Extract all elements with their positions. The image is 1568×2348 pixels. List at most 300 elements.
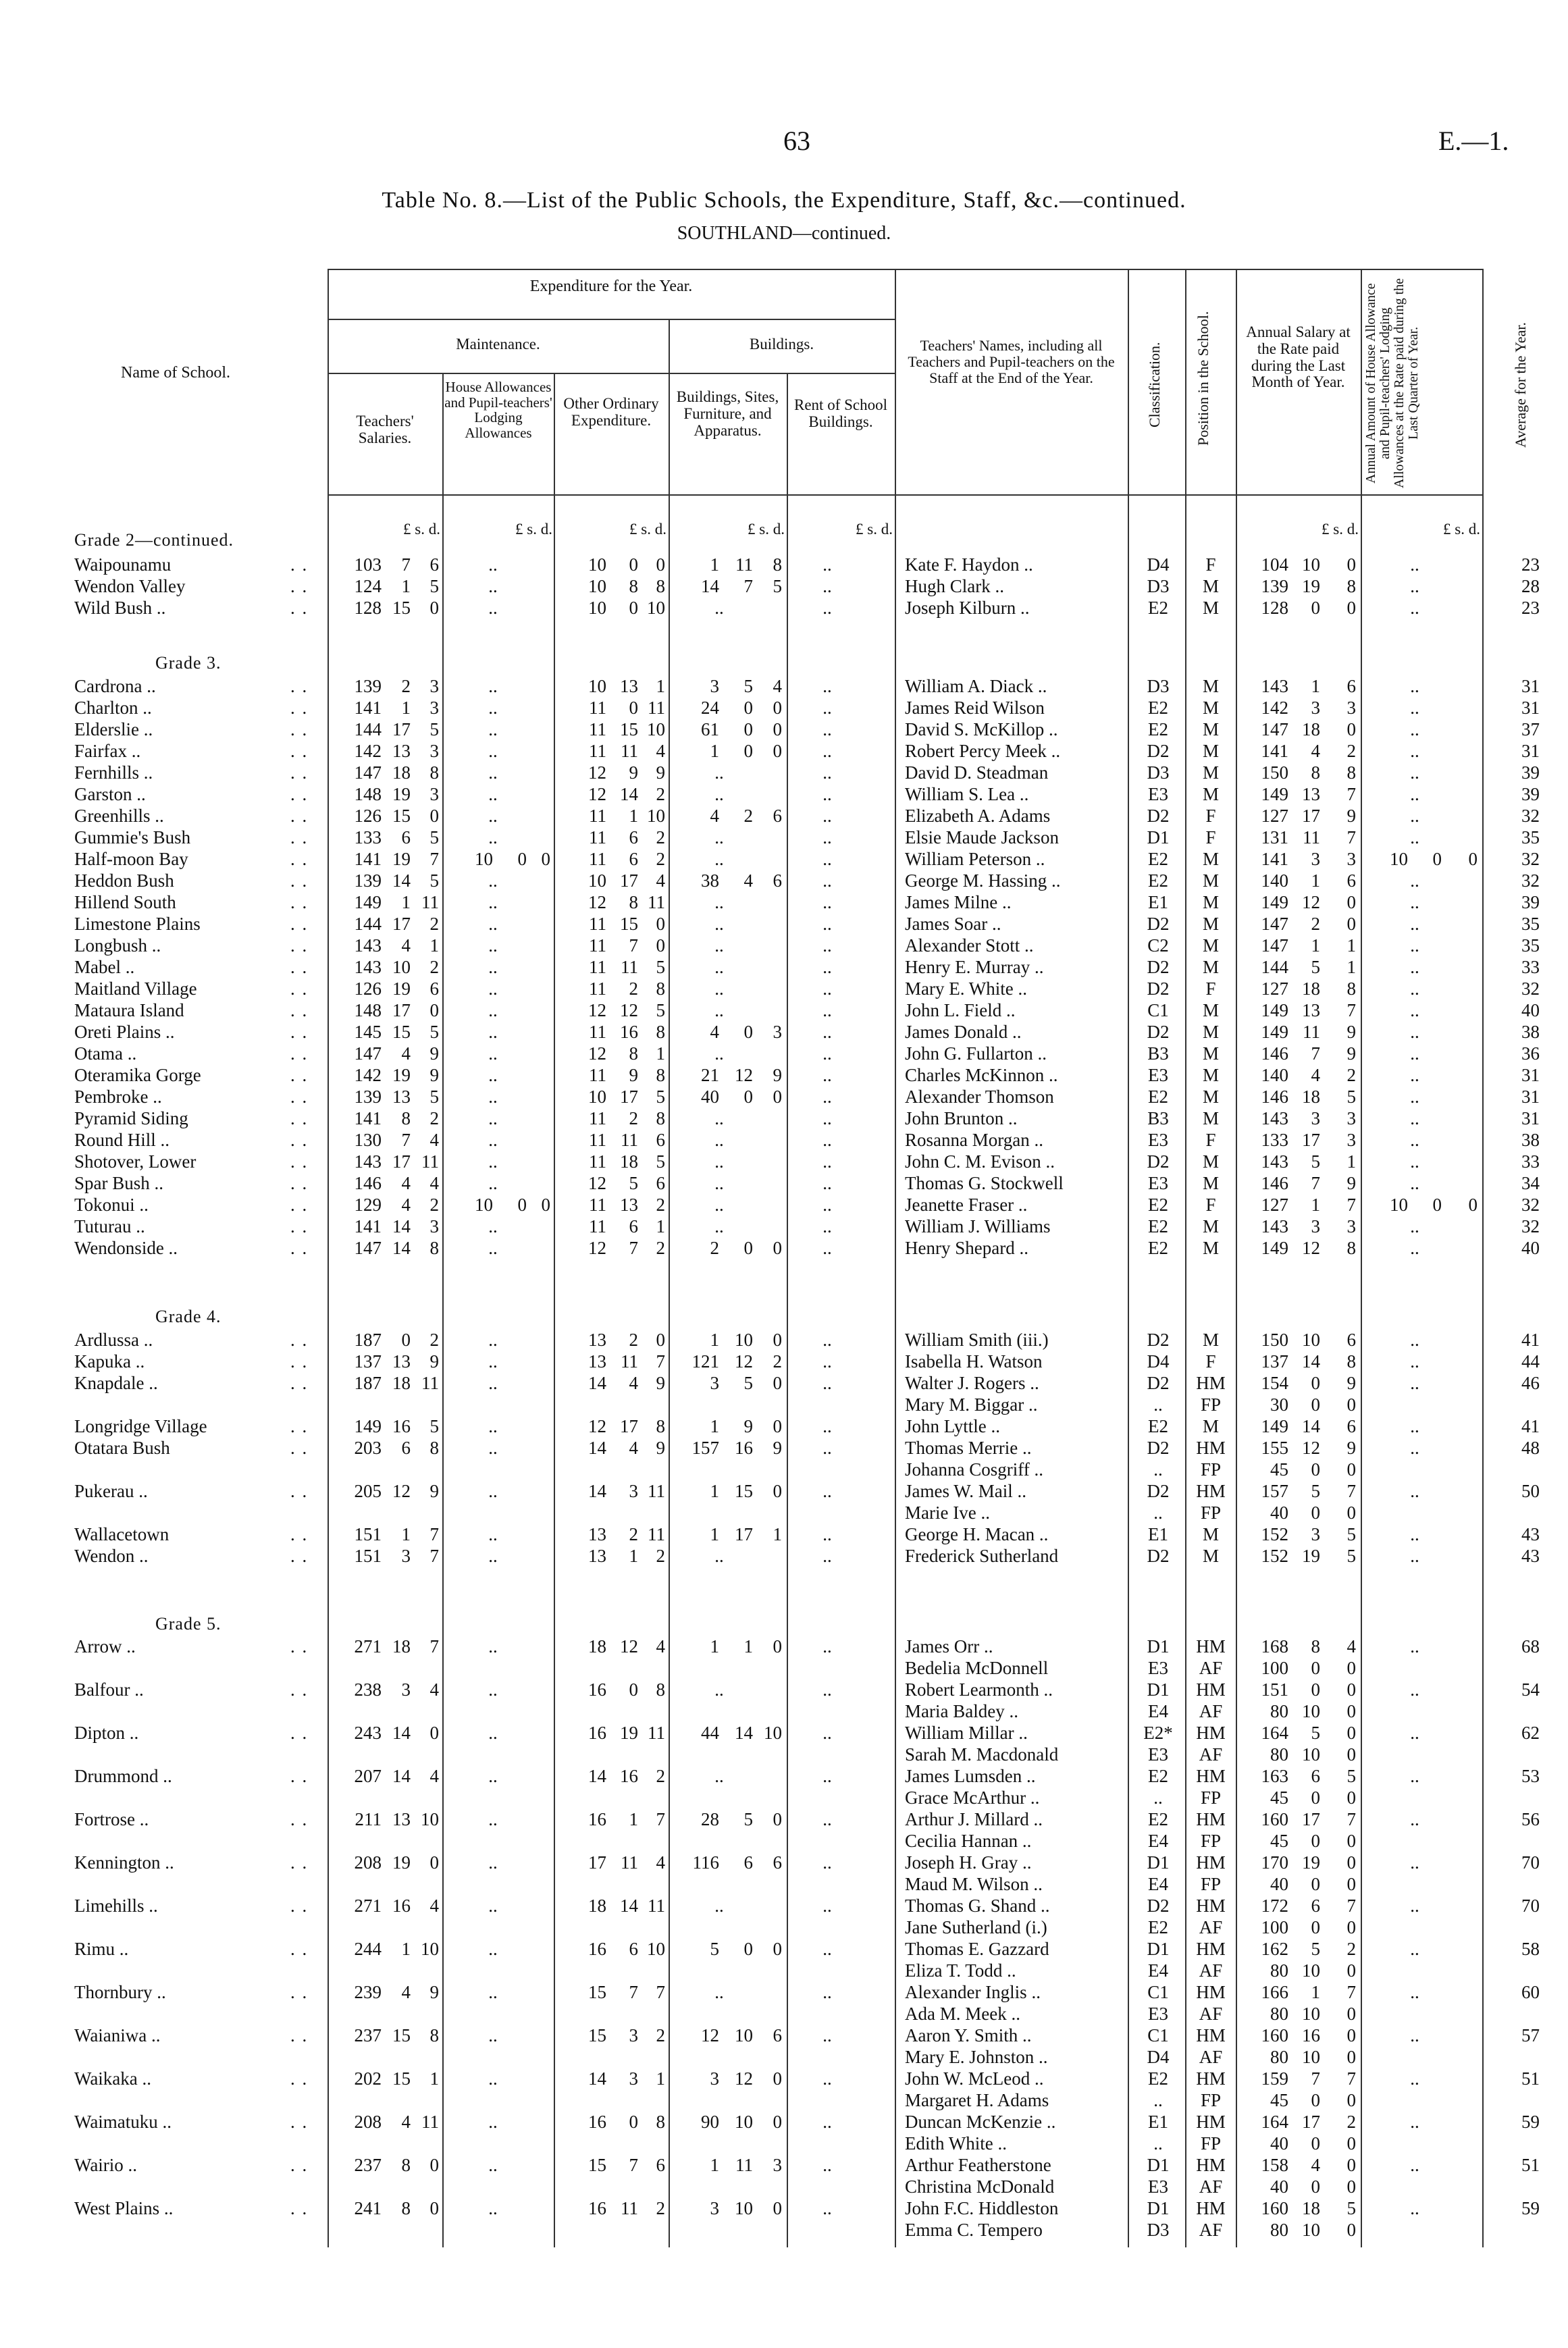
other-value: 16 [588,1939,606,1959]
allow-value: .. [1410,1043,1419,1064]
position: HM [1196,2198,1226,2218]
position: HM [1196,1809,1226,1829]
annual-value: 1 [1347,957,1356,977]
other-value: 9 [656,1438,665,1458]
teacher-name: Mary E. White .. [905,979,1027,999]
teacher-name: Mary M. Biggar .. [905,1394,1038,1415]
sal-value: 4 [401,1173,411,1193]
house-value: .. [488,1939,498,1959]
other-value: 10 [647,1939,665,1959]
table-row [0,1523,1568,1545]
other-value: 12 [588,1173,606,1193]
average: 59 [1521,2198,1540,2218]
annual-value: 159 [1261,2068,1288,2089]
annual-value: 8 [1311,1636,1320,1656]
annual-value: 2 [1347,741,1356,761]
annual-value: 5 [1311,1939,1320,1959]
leader-dots: . . [290,1982,309,2002]
rent-value: .. [822,1438,832,1458]
bld-value: 6 [773,806,782,826]
other-value: 11 [589,1151,606,1172]
sal-value: 6 [429,554,439,575]
bld-value: 11 [735,554,753,575]
other-value: 2 [656,2025,665,2045]
classification: E4 [1148,1701,1168,1721]
average: 32 [1521,849,1540,869]
sal-value: 271 [354,1636,382,1656]
sal-value: 126 [354,806,382,826]
annual-value: 1 [1311,676,1320,696]
rent-value: .. [822,1216,832,1236]
leader-dots: . . [290,1351,309,1372]
other-value: 2 [656,849,665,869]
bld-value: 14 [701,576,719,596]
house-value: 10 [475,849,493,869]
allow-value: 0 [1432,1195,1442,1215]
position: FP [1200,1874,1222,1894]
allow-value: .. [1410,1524,1419,1544]
table-title: Table No. 8.—List of the Public Schools, the Expenditure, Staff, &c.—continued. [382,188,1186,213]
annual-value: 14 [1302,1416,1320,1436]
position: M [1202,676,1219,696]
average: 31 [1521,698,1540,718]
sal-value: 237 [354,2025,382,2045]
bld-value: 0 [743,698,753,718]
average: 32 [1521,806,1540,826]
teacher-name: Hugh Clark .. [905,576,1004,596]
other-value: 2 [656,2198,665,2218]
average: 40 [1521,1238,1540,1258]
annual-value: 40 [1270,1503,1288,1523]
house-value: 0 [541,1195,550,1215]
classification: D2 [1147,1151,1170,1172]
classification: E1 [1148,1524,1168,1544]
annual-value: 0 [1347,554,1356,575]
other-value: 3 [629,2025,638,2045]
annual-value: 142 [1261,698,1288,718]
allow-value: .. [1410,1982,1419,2002]
header-maintenance: Maintenance. [456,336,540,353]
bld-value: 0 [773,1636,782,1656]
other-value: 2 [656,827,665,847]
other-value: 6 [629,1939,638,1959]
other-value: 12 [588,892,606,912]
sal-value: 239 [354,1982,382,2002]
sal-value: 144 [354,914,382,934]
allow-value: 10 [1390,849,1408,869]
bld-value: 0 [743,741,753,761]
classification: E2 [1148,719,1168,739]
bld-value: 116 [692,1852,719,1873]
classification: E2 [1148,1416,1168,1436]
house-value: .. [488,1087,498,1107]
teacher-name: William S. Lea .. [905,784,1029,804]
school-name: Drummond .. [74,1766,172,1786]
teacher-name: George M. Hassing .. [905,870,1061,891]
allow-value: .. [1410,2025,1419,2045]
other-value: 10 [588,598,606,618]
classification: .. [1153,1459,1163,1480]
annual-value: 0 [1347,598,1356,618]
table-row [0,1329,1568,1351]
other-value: 8 [656,1065,665,1085]
rent-value: .. [822,1087,832,1107]
teacher-name: Ada M. Meek .. [905,2004,1020,2024]
school-name: Mabel .. [74,957,135,977]
school-name: Otama .. [74,1043,137,1064]
annual-value: 139 [1261,576,1288,596]
average: 32 [1521,979,1540,999]
bld-value: 4 [710,806,719,826]
teacher-name: Joseph H. Gray .. [905,1852,1032,1873]
position: FP [1200,1394,1222,1415]
leader-dots: . . [290,1852,309,1873]
bld-value: 0 [773,1481,782,1501]
position: AF [1199,2047,1223,2067]
rent-value: .. [822,1546,832,1566]
position: M [1202,870,1219,891]
leader-dots: . . [290,914,309,934]
leader-dots: . . [290,1524,309,1544]
other-value: 9 [656,762,665,783]
classification: E2 [1148,849,1168,869]
bld-value: .. [714,1151,724,1172]
average: 51 [1521,2068,1540,2089]
other-value: 11 [648,1481,665,1501]
header-average: Average for the Year. [1512,322,1529,448]
annual-value: 5 [1311,1151,1320,1172]
annual-value: 0 [1311,1394,1320,1415]
sal-value: 19 [392,979,411,999]
sal-value: 14 [392,1766,411,1786]
position: HM [1196,2068,1226,2089]
annual-value: 80 [1270,2220,1288,2240]
annual-value: 0 [1347,2220,1356,2240]
leader-dots: . . [290,870,309,891]
teacher-name: William J. Williams [905,1216,1051,1236]
annual-value: 9 [1347,1043,1356,1064]
position: AF [1199,1917,1223,1937]
annual-value: 3 [1311,1524,1320,1544]
school-name: Wallacetown [74,1524,169,1544]
annual-value: 18 [1302,719,1320,739]
bld-value: 0 [743,1022,753,1042]
annual-value: 11 [1303,1022,1320,1042]
rent-value: .. [822,1000,832,1020]
annual-value: 7 [1347,1195,1356,1215]
annual-value: 3 [1347,1130,1356,1150]
table-row [0,719,1568,740]
table-row [0,2025,1568,2046]
rent-value: .. [822,849,832,869]
annual-value: 14 [1302,1351,1320,1372]
other-value: 8 [629,576,638,596]
annual-value: 157 [1261,1481,1288,1501]
classification: D2 [1147,1546,1170,1566]
sal-value: 17 [392,914,411,934]
position: AF [1199,2220,1223,2240]
teacher-name: William A. Diack .. [905,676,1047,696]
position: HM [1196,1679,1226,1700]
other-value: 8 [656,2112,665,2132]
other-value: 11 [648,1723,665,1743]
school-name: Fernhills .. [74,762,153,783]
other-value: 5 [656,1151,665,1172]
bld-value: 28 [701,1809,719,1829]
annual-value: 9 [1347,806,1356,826]
other-value: 9 [656,1373,665,1393]
sal-value: 11 [421,1373,439,1393]
other-value: 18 [620,1151,638,1172]
school-name: Elderslie .. [74,719,153,739]
bld-value: 1 [710,741,719,761]
annual-value: 2 [1347,2112,1356,2132]
annual-value: 155 [1261,1438,1288,1458]
other-value: 4 [656,1852,665,1873]
sal-value: 3 [429,1216,439,1236]
school-name: Kapuka .. [74,1351,145,1372]
annual-value: 45 [1270,1831,1288,1851]
table-row [0,1064,1568,1086]
rent-value: .. [822,1330,832,1350]
average: 48 [1521,1438,1540,1458]
sal-value: 2 [429,1330,439,1350]
sal-value: 244 [354,1939,382,1959]
teacher-name: Alexander Stott .. [905,935,1034,956]
other-value: 7 [656,1982,665,2002]
sal-value: 10 [392,957,411,977]
annual-value: 10 [1302,554,1320,575]
bld-value: 14 [735,1723,753,1743]
bld-value: 12 [735,1065,753,1085]
teacher-name: Margaret H. Adams [905,2090,1049,2110]
position: M [1202,741,1219,761]
bld-value: 4 [773,676,782,696]
teacher-name: Bedelia McDonnell [905,1658,1049,1678]
annual-value: 0 [1311,2133,1320,2154]
average: 37 [1521,719,1540,739]
allow-value: .. [1410,784,1419,804]
annual-value: 146 [1261,1173,1288,1193]
house-value: .. [488,870,498,891]
house-value: .. [488,1108,498,1128]
sal-value: 2 [429,914,439,934]
classification: .. [1153,1394,1163,1415]
school-name: Shotover, Lower [74,1151,197,1172]
school-name: Wendonside .. [74,1238,178,1258]
classification: D1 [1147,2198,1170,2218]
allow-value: .. [1410,957,1419,977]
rent-value: .. [822,806,832,826]
sal-value: 16 [392,1896,411,1916]
sal-value: 18 [392,1636,411,1656]
allow-value: .. [1410,1723,1419,1743]
annual-value: 6 [1311,1766,1320,1786]
sal-value: 7 [429,849,439,869]
bld-value: 3 [773,1022,782,1042]
table-row [0,999,1568,1021]
table-row [0,1372,1568,1394]
school-name: Longbush .. [74,935,161,956]
annual-value: 170 [1261,1852,1288,1873]
sal-value: 143 [354,935,382,956]
table-row [0,956,1568,978]
unit-house: £ s. d. [515,521,552,538]
annual-value: 0 [1347,1917,1356,1937]
house-value: .. [488,676,498,696]
sal-value: 15 [392,806,411,826]
other-value: 11 [648,698,665,718]
table-row [0,805,1568,827]
bld-value: 1 [710,1524,719,1544]
table-row [0,1480,1568,1502]
classification: D2 [1147,979,1170,999]
house-value: .. [488,1524,498,1544]
sal-value: 208 [354,2112,382,2132]
sal-value: 19 [392,784,411,804]
sal-value: 15 [392,1022,411,1042]
house-value: .. [488,806,498,826]
classification: E1 [1148,892,1168,912]
annual-value: 80 [1270,1960,1288,1981]
annual-value: 128 [1261,598,1288,618]
table-row [0,870,1568,891]
annual-value: 0 [1347,719,1356,739]
leader-dots: . . [290,2155,309,2175]
sal-value: 4 [401,1043,411,1064]
house-value: .. [488,1043,498,1064]
other-value: 0 [629,554,638,575]
rent-value: .. [822,2198,832,2218]
bld-value: 8 [773,554,782,575]
annual-value: 10 [1302,1701,1320,1721]
school-name: Knapdale .. [74,1373,158,1393]
rent-value: .. [822,1373,832,1393]
table-row [0,1216,1568,1237]
table-row [0,1981,1568,2003]
teacher-name: Henry Shepard .. [905,1238,1028,1258]
annual-value: 152 [1261,1546,1288,1566]
sal-value: 2 [401,676,411,696]
annual-value: 0 [1347,892,1356,912]
annual-value: 140 [1261,1065,1288,1085]
position: M [1202,698,1219,718]
position: HM [1196,2112,1226,2132]
sal-value: 3 [429,741,439,761]
sal-value: 1 [401,698,411,718]
average: 70 [1521,1852,1540,1873]
average: 40 [1521,1000,1540,1020]
other-value: 13 [588,1524,606,1544]
bld-value: 5 [773,576,782,596]
classification: D1 [1147,1852,1170,1873]
annual-value: 5 [1347,1546,1356,1566]
annual-value: 1 [1311,935,1320,956]
header-name: Name of School. [121,364,230,382]
other-value: 4 [629,1373,638,1393]
classification: E2 [1148,1195,1168,1215]
position: FP [1200,1788,1222,1808]
sal-value: 5 [429,827,439,847]
classification: D2 [1147,957,1170,977]
position: FP [1200,2133,1222,2154]
other-value: 0 [656,554,665,575]
annual-value: 8 [1347,979,1356,999]
bld-value: 0 [773,1373,782,1393]
other-value: 8 [656,1108,665,1128]
rent-value: .. [822,1524,832,1544]
sal-value: 14 [392,1216,411,1236]
annual-value: 0 [1347,2004,1356,2024]
house-value: .. [488,1022,498,1042]
sal-value: 3 [401,1546,411,1566]
other-value: 1 [656,1043,665,1064]
classification: C1 [1147,1982,1169,2002]
rent-value: .. [822,1130,832,1150]
position: M [1202,598,1219,618]
school-name: Kennington .. [74,1852,174,1873]
teacher-name: John L. Field .. [905,1000,1016,1020]
house-value: .. [488,892,498,912]
bld-value: 44 [701,1723,719,1743]
other-value: 5 [656,957,665,977]
rent-value: .. [822,741,832,761]
leader-dots: . . [290,1373,309,1393]
bld-value: .. [714,957,724,977]
school-name: Fortrose .. [74,1809,149,1829]
bld-value: 1 [710,1416,719,1436]
average: 28 [1521,576,1540,596]
classification: E3 [1148,784,1168,804]
sal-value: 2 [429,1108,439,1128]
leader-dots: . . [290,1481,309,1501]
annual-value: 1 [1311,1195,1320,1215]
bld-value: 6 [773,870,782,891]
table-row [0,1351,1568,1372]
teacher-name: John G. Fullarton .. [905,1043,1047,1064]
teacher-name: Kate F. Haydon .. [905,554,1033,575]
position: M [1202,1330,1219,1350]
other-value: 11 [589,1108,606,1128]
sal-value: 15 [392,2025,411,2045]
teacher-name: George H. Macan .. [905,1524,1049,1544]
leader-dots: . . [290,2198,309,2218]
allow-value: .. [1410,676,1419,696]
allow-value: .. [1410,1351,1419,1372]
allow-value: 10 [1390,1195,1408,1215]
table-row [0,2068,1568,2089]
leader-dots: . . [290,1679,309,1700]
allow-value: .. [1410,1809,1419,1829]
table-row [0,2176,1568,2197]
bld-value: 12 [701,2025,719,2045]
rent-value: .. [822,554,832,575]
position: AF [1199,1658,1223,1678]
unit-sal: £ s. d. [403,521,440,538]
average: 32 [1521,1216,1540,1236]
unit-other: £ s. d. [629,521,667,538]
annual-value: 160 [1261,1809,1288,1829]
table-row [0,2003,1568,2025]
annual-value: 6 [1311,1896,1320,1916]
annual-value: 30 [1270,1394,1288,1415]
leader-dots: . . [290,1238,309,1258]
other-value: 3 [629,1481,638,1501]
sal-value: 137 [354,1351,382,1372]
other-value: 2 [629,1524,638,1544]
house-value: .. [488,1130,498,1150]
classification: E3 [1148,1658,1168,1678]
